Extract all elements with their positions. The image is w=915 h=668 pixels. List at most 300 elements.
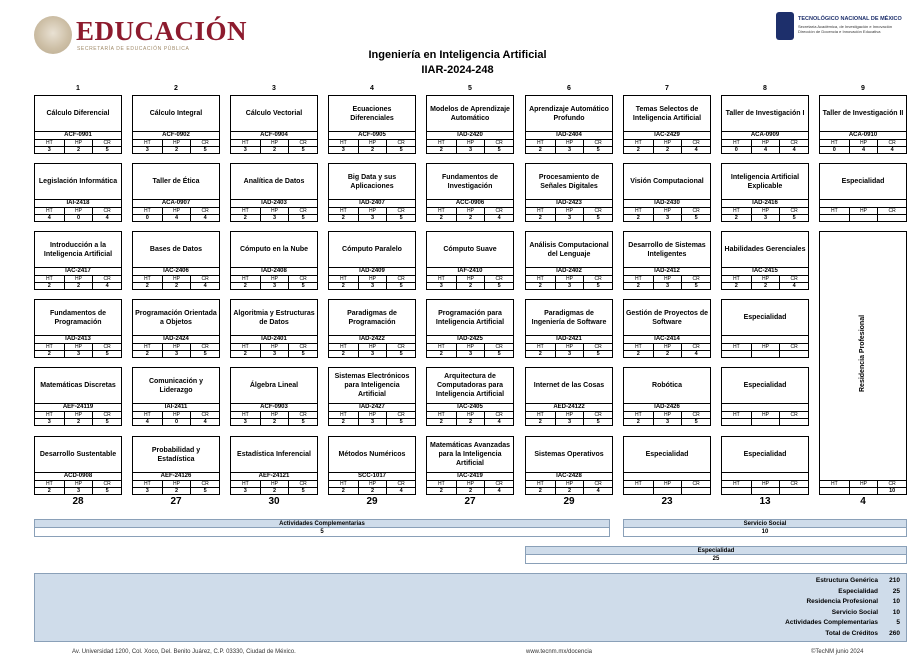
semester-total: 27 — [464, 496, 476, 507]
course-card[interactable] — [34, 367, 122, 426]
course-code: IAD-2425 — [427, 335, 513, 343]
hours-value-cr — [779, 350, 808, 358]
hours-value-hp: 3 — [555, 146, 584, 154]
course-name: Taller de Investigación II — [822, 110, 904, 117]
course-card[interactable] — [819, 163, 907, 222]
course-name: Desarrollo Sustentable — [39, 451, 117, 458]
hours-value-cr: 5 — [681, 214, 710, 222]
course-name: Cálculo Vectorial — [245, 110, 303, 117]
hours-label-hp: HP — [555, 207, 584, 214]
course-code: IAD-2416 — [722, 199, 808, 207]
hours-value-ht: 2 — [427, 350, 456, 358]
hours-value-hp — [849, 214, 878, 222]
summary-row — [785, 618, 900, 628]
hours-value-hp: 3 — [260, 350, 289, 358]
hours-label-ht: HT — [231, 275, 260, 282]
hours-label-cr: CR — [92, 343, 121, 350]
hours-value-cr: 4 — [484, 418, 513, 426]
hours-label-ht: HT — [624, 139, 653, 146]
hours-label-hp: HP — [358, 411, 387, 418]
course-card[interactable] — [819, 95, 907, 154]
course-name: Sistemas Operativos — [534, 451, 604, 458]
hours-label-hp: HP — [653, 275, 682, 282]
hours-value-cr: 5 — [386, 418, 415, 426]
hours-label-hp: HP — [162, 343, 191, 350]
hours-value-ht: 0 — [133, 214, 162, 222]
course-card[interactable] — [328, 163, 416, 222]
course-card[interactable] — [623, 95, 711, 154]
hours-label-hp: HP — [64, 480, 93, 487]
course-card[interactable] — [34, 95, 122, 154]
course-card[interactable] — [426, 163, 514, 222]
actividades-bar: Actividades Complementarias — [34, 519, 610, 528]
hours-label-cr: CR — [386, 139, 415, 146]
course-name: Cómputo Paralelo — [342, 246, 402, 253]
hours-value-cr: 4 — [779, 282, 808, 290]
hours-label-ht: HT — [329, 480, 358, 487]
course-name: Cómputo en la Nube — [239, 246, 309, 253]
course-code: IAD-2409 — [329, 267, 415, 275]
course-card[interactable] — [328, 367, 416, 426]
course-name: Matemáticas Discretas — [40, 382, 116, 389]
course-card[interactable] — [132, 163, 220, 222]
hours-value-cr: 5 — [92, 418, 121, 426]
hours-value-hp — [751, 487, 780, 495]
hours-label-ht: HT — [722, 480, 751, 487]
hours-value-ht — [624, 487, 653, 495]
hours-label-hp: HP — [751, 139, 780, 146]
hours-label-ht: HT — [329, 411, 358, 418]
course-card[interactable] — [132, 231, 220, 290]
hours-value-cr: 5 — [386, 214, 415, 222]
hours-value-cr: 5 — [92, 146, 121, 154]
hours-value-ht: 2 — [329, 214, 358, 222]
hours-label-ht: HT — [35, 275, 64, 282]
hours-label-hp: HP — [751, 480, 780, 487]
course-card[interactable] — [132, 367, 220, 426]
hours-label-cr: CR — [190, 275, 219, 282]
hours-value-cr: 5 — [92, 350, 121, 358]
semester-total: 29 — [366, 496, 378, 507]
course-card[interactable] — [132, 95, 220, 154]
hours-label-cr: CR — [288, 275, 317, 282]
footer-address: Av. Universidad 1200, Col. Xoco, Del. Benito Juárez, C.P. 03330, Ciudad de México. — [72, 649, 296, 655]
hours-value-ht: 3 — [231, 418, 260, 426]
hours-value-ht: 2 — [526, 214, 555, 222]
hours-label-cr: CR — [779, 480, 808, 487]
course-card[interactable] — [525, 163, 613, 222]
tecnm-dept — [798, 24, 908, 34]
tecnm-logo — [776, 10, 906, 50]
hours-value-ht: 3 — [427, 282, 456, 290]
summary-value: 10 — [892, 598, 900, 605]
summary-label: Estructura Genérica — [815, 577, 878, 584]
course-name: Comunicación y Liderazgo — [148, 377, 204, 394]
hours-label-cr: CR — [190, 139, 219, 146]
hours-label-hp: HP — [260, 480, 289, 487]
hours-label-hp: HP — [555, 343, 584, 350]
page-title: Ingeniería en Inteligencia Artificial — [368, 49, 547, 61]
semester-number: 2 — [174, 85, 178, 92]
hours-label-cr: CR — [681, 207, 710, 214]
hours-label-cr: CR — [190, 480, 219, 487]
course-card[interactable] — [721, 163, 809, 222]
tecnm-dept-line2: Dirección de Docencia e Innovación Educativa — [798, 29, 881, 34]
hours-label-hp: HP — [456, 343, 485, 350]
hours-value-ht: 3 — [231, 487, 260, 495]
hours-label-ht: HT — [133, 207, 162, 214]
hours-value-hp: 2 — [456, 214, 485, 222]
semester-number: 5 — [468, 85, 472, 92]
hours-label-ht: HT — [722, 139, 751, 146]
course-name: Especialidad — [645, 451, 689, 458]
course-name: Gestión de Proyectos de Software — [625, 309, 709, 326]
residencia-card — [819, 231, 907, 495]
hours-label-ht: HT — [427, 275, 456, 282]
course-card[interactable] — [525, 95, 613, 154]
hours-label-hp: HP — [358, 275, 387, 282]
course-card[interactable] — [34, 163, 122, 222]
semester-total: 4 — [860, 496, 866, 507]
hours-value-cr: 5 — [583, 146, 612, 154]
course-card[interactable] — [230, 436, 318, 495]
hours-value-ht: 3 — [133, 146, 162, 154]
hours-label-hp: HP — [653, 480, 682, 487]
hours-value-hp: 2 — [162, 146, 191, 154]
hours-label-ht: HT — [624, 411, 653, 418]
course-card[interactable] — [721, 299, 809, 358]
hours-value-ht: 4 — [133, 418, 162, 426]
hours-value-cr: 5 — [583, 282, 612, 290]
footer-link[interactable]: www.tecnm.mx/docencia — [526, 649, 593, 655]
course-code: IAD-2412 — [624, 267, 710, 275]
hours-label-hp: HP — [555, 139, 584, 146]
course-card[interactable] — [230, 367, 318, 426]
hours-label-hp: HP — [456, 139, 485, 146]
hours-label-ht: HT — [526, 480, 555, 487]
hours-label-cr: CR — [583, 343, 612, 350]
course-card[interactable] — [230, 231, 318, 290]
hours-label-ht: HT — [35, 343, 64, 350]
actividades-value: 5 — [34, 528, 610, 537]
course-code: IAD-2401 — [231, 335, 317, 343]
hours-value-ht: 2 — [526, 350, 555, 358]
hours-value-cr: 4 — [583, 487, 612, 495]
res-cr-label: CR — [877, 480, 906, 487]
hours-value-hp: 4 — [849, 146, 878, 154]
hours-value-hp — [653, 487, 682, 495]
hours-label-cr: CR — [877, 139, 906, 146]
course-code: IAD-2430 — [624, 199, 710, 207]
hours-value-ht: 3 — [133, 487, 162, 495]
semester-number: 4 — [370, 85, 374, 92]
hours-label-ht: HT — [329, 343, 358, 350]
hours-value-cr: 5 — [288, 282, 317, 290]
course-code: IAC-2406 — [133, 267, 219, 275]
course-code: ACF-0902 — [133, 131, 219, 139]
hours-value-hp: 2 — [260, 487, 289, 495]
course-name: Estadística Inferencial — [237, 451, 311, 458]
hours-value-ht: 2 — [427, 487, 456, 495]
course-name: Fundamentos de Investigación — [441, 173, 498, 190]
hours-value-hp: 3 — [358, 418, 387, 426]
course-code: ACF-0901 — [35, 131, 121, 139]
course-card[interactable] — [132, 436, 220, 495]
course-card[interactable] — [721, 95, 809, 154]
course-card[interactable] — [34, 436, 122, 495]
course-card[interactable] — [623, 367, 711, 426]
summary-row — [806, 597, 900, 607]
course-card[interactable] — [426, 231, 514, 290]
course-name: Algoritmia y Estructuras de Datos — [233, 309, 315, 326]
hours-label-cr: CR — [386, 343, 415, 350]
course-code: IAI-2418 — [35, 199, 121, 207]
course-code: IAD-2426 — [624, 403, 710, 411]
hours-label-cr: CR — [92, 411, 121, 418]
servicio-value: 10 — [623, 528, 907, 537]
course-card[interactable] — [623, 231, 711, 290]
semester-total: 29 — [563, 496, 575, 507]
hours-value-cr: 5 — [386, 282, 415, 290]
hours-label-ht: HT — [526, 275, 555, 282]
course-card[interactable] — [230, 299, 318, 358]
hours-value-hp: 2 — [751, 282, 780, 290]
course-name: Inteligencia Artificial Explicable — [730, 173, 800, 190]
res-cr-value: 10 — [877, 487, 906, 495]
course-card[interactable] — [623, 163, 711, 222]
hours-value-hp: 3 — [653, 282, 682, 290]
hours-label-cr: CR — [92, 275, 121, 282]
res-hp-label: HP — [849, 480, 878, 487]
course-card[interactable] — [525, 299, 613, 358]
hours-value-cr: 5 — [386, 146, 415, 154]
hours-label-cr: CR — [681, 480, 710, 487]
hours-value-ht: 0 — [722, 146, 751, 154]
hours-value-cr: 4 — [484, 487, 513, 495]
course-card[interactable] — [525, 367, 613, 426]
course-card[interactable] — [426, 367, 514, 426]
hours-value-ht: 4 — [35, 214, 64, 222]
course-name: Métodos Numéricos — [338, 451, 406, 458]
course-name: Ecuaciones Diferenciales — [350, 105, 394, 122]
course-card[interactable] — [34, 231, 122, 290]
hours-label-cr: CR — [92, 207, 121, 214]
course-card[interactable] — [132, 299, 220, 358]
hours-label-ht: HT — [35, 480, 64, 487]
hours-label-hp: HP — [653, 411, 682, 418]
hours-value-hp: 3 — [260, 282, 289, 290]
hours-value-cr: 5 — [190, 487, 219, 495]
course-name: Arquitectura de Computadoras para Inteligencia Artificial — [435, 373, 505, 398]
semester-number: 7 — [665, 85, 669, 92]
hours-value-cr: 4 — [92, 214, 121, 222]
especialidad-value: 25 — [525, 555, 907, 564]
hours-value-ht: 2 — [329, 418, 358, 426]
summary-label: Especialidad — [838, 587, 878, 595]
hours-value-ht: 2 — [133, 282, 162, 290]
hours-label-cr: CR — [288, 207, 317, 214]
hours-value-cr: 5 — [484, 350, 513, 358]
summary-value: 5 — [896, 619, 900, 626]
hours-value-cr: 5 — [288, 214, 317, 222]
course-name: Taller de Ética — [152, 178, 200, 185]
course-code: ACC-0906 — [427, 199, 513, 207]
course-code: IAC-2417 — [35, 267, 121, 275]
hours-label-cr: CR — [484, 343, 513, 350]
course-code: ACF-0904 — [231, 131, 317, 139]
course-card[interactable] — [721, 231, 809, 290]
course-code: ACF-0903 — [231, 403, 317, 411]
course-card[interactable] — [525, 231, 613, 290]
hours-value-hp: 2 — [456, 282, 485, 290]
course-name: Taller de Investigación I — [725, 110, 805, 117]
hours-label-cr: CR — [386, 411, 415, 418]
hours-value-ht: 2 — [624, 418, 653, 426]
hours-label-ht: HT — [526, 207, 555, 214]
course-name: Cálculo Integral — [149, 110, 203, 117]
course-name: Especialidad — [743, 314, 787, 321]
course-card[interactable] — [426, 436, 514, 495]
course-code: ACA-0907 — [133, 199, 219, 207]
hours-label-cr: CR — [583, 207, 612, 214]
edu-logo-word: EDUCACIÓN — [76, 16, 248, 46]
hours-label-ht: HT — [329, 139, 358, 146]
summary-label: Total de Créditos — [825, 629, 878, 637]
hours-label-cr: CR — [779, 343, 808, 350]
hours-value-ht — [722, 487, 751, 495]
course-card[interactable] — [34, 299, 122, 358]
course-card[interactable] — [525, 436, 613, 495]
semester-number: 8 — [763, 85, 767, 92]
hours-value-ht: 2 — [526, 487, 555, 495]
hours-label-cr: CR — [779, 207, 808, 214]
hours-label-cr: CR — [877, 207, 906, 214]
hours-value-ht: 2 — [526, 282, 555, 290]
semester-total: 27 — [170, 496, 182, 507]
hours-value-hp: 3 — [162, 350, 191, 358]
hours-value-ht — [722, 418, 751, 426]
credits-summary — [34, 573, 907, 642]
hours-label-hp: HP — [456, 480, 485, 487]
hours-value-ht: 3 — [35, 418, 64, 426]
hours-label-ht: HT — [35, 139, 64, 146]
hours-value-cr — [779, 487, 808, 495]
course-code: IAC-2415 — [722, 267, 808, 275]
hours-label-ht: HT — [231, 207, 260, 214]
course-card[interactable] — [328, 231, 416, 290]
course-card[interactable] — [230, 163, 318, 222]
hours-label-ht: HT — [427, 207, 456, 214]
hours-value-cr: 4 — [484, 214, 513, 222]
hours-label-hp: HP — [653, 207, 682, 214]
hours-value-cr: 4 — [190, 418, 219, 426]
hours-value-cr: 5 — [681, 282, 710, 290]
hours-label-ht: HT — [427, 343, 456, 350]
hours-label-cr: CR — [681, 343, 710, 350]
course-card[interactable] — [230, 95, 318, 154]
course-code: IAD-2427 — [329, 403, 415, 411]
hours-label-hp: HP — [555, 275, 584, 282]
hours-value-hp: 2 — [64, 282, 93, 290]
hours-value-ht: 3 — [35, 146, 64, 154]
hours-value-hp: 4 — [751, 146, 780, 154]
hours-value-hp: 3 — [64, 487, 93, 495]
course-code — [722, 335, 808, 343]
course-name: Aprendizaje Automático Profundo — [529, 105, 609, 122]
hours-value-hp: 2 — [162, 487, 191, 495]
course-name: Desarrollo de Sistemas Inteligentes — [628, 241, 706, 258]
course-code: ACA-0910 — [820, 131, 906, 139]
course-card[interactable] — [328, 436, 416, 495]
hours-label-ht: HT — [231, 411, 260, 418]
hours-label-ht: HT — [133, 275, 162, 282]
course-code: IAD-2422 — [329, 335, 415, 343]
course-card[interactable] — [328, 299, 416, 358]
course-code: IAD-2424 — [133, 335, 219, 343]
hours-label-hp: HP — [751, 411, 780, 418]
hours-value-cr: 5 — [190, 350, 219, 358]
course-code: IAD-2402 — [526, 267, 612, 275]
summary-label: Actividades Complementarias — [785, 619, 878, 626]
course-card[interactable] — [721, 367, 809, 426]
semester-number: 1 — [76, 85, 80, 92]
hours-value-cr: 4 — [190, 214, 219, 222]
hours-value-hp: 3 — [555, 214, 584, 222]
hours-label-cr: CR — [583, 139, 612, 146]
hours-value-ht: 2 — [427, 146, 456, 154]
servicio-bar: Servicio Social — [623, 519, 907, 528]
hours-value-hp: 0 — [162, 418, 191, 426]
hours-label-hp: HP — [653, 343, 682, 350]
hours-value-hp: 2 — [456, 487, 485, 495]
hours-value-cr: 4 — [92, 282, 121, 290]
course-code: IAD-2420 — [427, 131, 513, 139]
hours-label-ht: HT — [231, 480, 260, 487]
hours-label-ht: HT — [231, 343, 260, 350]
hours-value-hp: 2 — [260, 418, 289, 426]
hours-value-ht: 3 — [329, 146, 358, 154]
summary-row — [825, 629, 900, 639]
hours-label-hp: HP — [64, 343, 93, 350]
course-card[interactable] — [623, 436, 711, 495]
hours-value-hp: 3 — [555, 282, 584, 290]
edu-logo-sub: SECRETARÍA DE EDUCACIÓN PÚBLICA — [77, 46, 190, 52]
hours-label-ht: HT — [624, 207, 653, 214]
course-card[interactable] — [721, 436, 809, 495]
hours-value-ht: 2 — [427, 418, 456, 426]
course-code: ACD-0908 — [35, 472, 121, 480]
course-name: Análisis Computacional del Lenguaje — [529, 241, 609, 258]
hours-label-hp: HP — [64, 207, 93, 214]
course-name: Big Data y sus Aplicaciones — [347, 173, 397, 190]
footer-copyright: ©TecNM junio 2024 — [811, 649, 864, 655]
hours-label-cr: CR — [190, 207, 219, 214]
hours-value-ht: 0 — [820, 146, 849, 154]
hours-value-cr: 4 — [386, 487, 415, 495]
course-code: AED-24122 — [526, 403, 612, 411]
course-code: ACA-0909 — [722, 131, 808, 139]
course-name: Programación para Inteligencia Artificial — [435, 309, 505, 326]
hours-value-ht: 2 — [624, 214, 653, 222]
semester-total: 30 — [268, 496, 280, 507]
course-card[interactable] — [328, 95, 416, 154]
hours-label-hp: HP — [555, 480, 584, 487]
hours-label-hp: HP — [653, 139, 682, 146]
course-card[interactable] — [623, 299, 711, 358]
course-card[interactable] — [426, 95, 514, 154]
course-card[interactable] — [426, 299, 514, 358]
hours-value-ht: 2 — [133, 350, 162, 358]
